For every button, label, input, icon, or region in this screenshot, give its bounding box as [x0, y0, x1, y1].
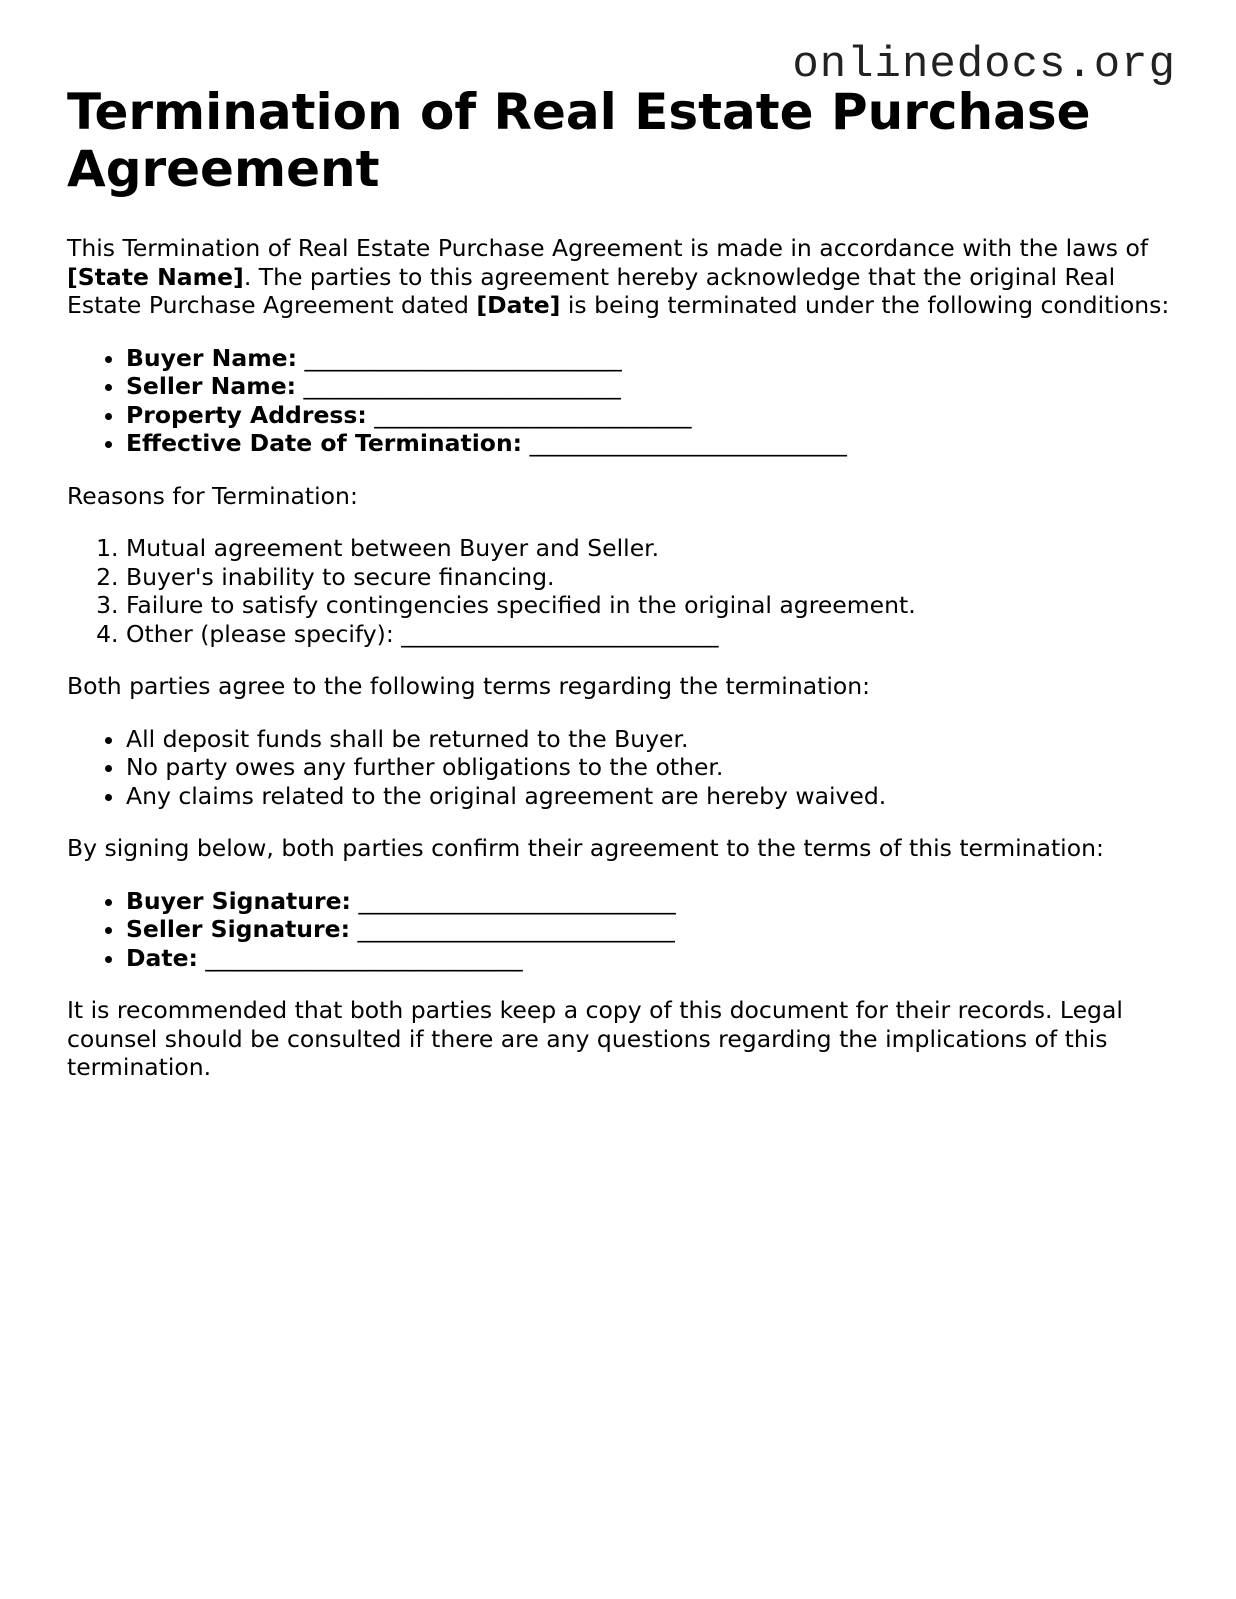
seller-name-field[interactable]: ___________________________ [303, 372, 621, 400]
list-item [126, 372, 1177, 401]
signature-date-label: Date: [126, 943, 198, 972]
terms-heading: Both parties agree to the following terms regarding the termination: [67, 672, 871, 700]
buyer-signature-field[interactable]: ___________________________ [358, 886, 676, 915]
page-title: Termination of Real Estate Purchase Agreement [67, 83, 1091, 198]
seller-signature-label: Seller Signature: [126, 915, 350, 943]
term-item: • No party owes any further obligations to the other. [126, 753, 1177, 782]
effective-date-label: Effective Date of Termination: [126, 429, 523, 457]
signatures-list [67, 887, 1177, 973]
list-item [126, 944, 1177, 973]
terms-list [67, 725, 1177, 811]
intro-text-1: This Termination of Real Estate Purchase Agreement is made in accordance with the laws of [67, 234, 1149, 262]
list-item [126, 401, 1177, 430]
intro-text-2: . The parties to this agreement hereby acknowledge that the original Real Estate Purchase Agreement dated [67, 262, 1116, 319]
date-placeholder: [Date] [476, 291, 561, 319]
list-item [126, 887, 1177, 916]
term-item: • Any claims related to the original agreement are hereby waived. [126, 782, 1177, 811]
document-body [67, 84, 1177, 1106]
property-address-field[interactable]: ___________________________ [374, 400, 692, 429]
effective-date-field[interactable]: ___________________________ [529, 429, 847, 457]
list-item [126, 429, 1177, 458]
buyer-signature-label: Buyer Signature: [126, 886, 351, 915]
reason-item: 2. Buyer's inability to secure financing. [126, 563, 1177, 592]
state-name-placeholder: [State Name] [67, 262, 244, 291]
term-item: • All deposit funds shall be returned to the Buyer. [126, 725, 1177, 754]
list-item [126, 915, 1177, 944]
reason-item: 1. Mutual agreement between Buyer and Seller. [126, 534, 1177, 563]
buyer-name-label: Buyer Name: [126, 343, 298, 372]
buyer-name-field[interactable]: ___________________________ [304, 343, 622, 372]
party-fields-list [67, 344, 1177, 458]
reason-item: 3. Failure to satisfy contingencies specified in the original agreement. [126, 591, 1177, 620]
signing-heading: By signing below, both parties confirm their agreement to the terms of this termination: [67, 834, 1104, 862]
watermark: onlinedocs.org [792, 40, 1176, 90]
reasons-heading: Reasons for Termination: [67, 481, 358, 510]
seller-signature-field[interactable]: ___________________________ [357, 915, 675, 943]
list-item [126, 344, 1177, 373]
signature-date-field[interactable]: ___________________________ [205, 943, 523, 972]
closing-paragraph: It is recommended that both parties keep a copy of this document for their records. Legal counsel should be consulted if there are any questions regarding the implications of this termination. [67, 996, 1123, 1081]
seller-name-label: Seller Name: [126, 372, 297, 400]
intro-text-3: is being terminated under the following conditions: [560, 291, 1170, 319]
reason-item-other[interactable]: 4. Other (please specify): ___________________________ [126, 620, 1177, 649]
intro-paragraph [67, 234, 1177, 320]
reasons-list [67, 534, 1177, 648]
property-address-label: Property Address: [126, 400, 367, 429]
